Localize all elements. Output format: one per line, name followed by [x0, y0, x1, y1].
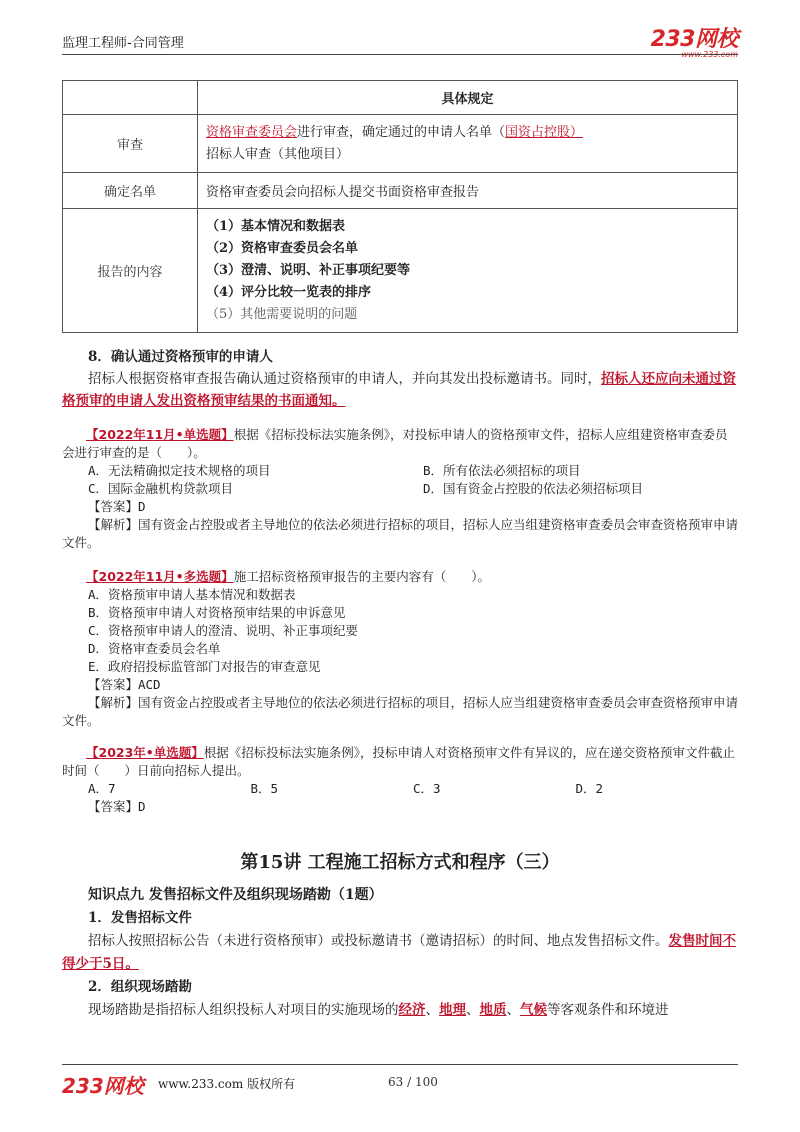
table-corner-cell: [63, 81, 198, 115]
review-line2: 招标人审查（其他项目）: [206, 146, 350, 162]
header-divider: [62, 54, 738, 55]
question-1: [62, 426, 738, 552]
lecture-title: 第15讲 工程施工招标方式和程序（三）: [240, 852, 560, 873]
q2-option: C．资格预审申请人的澄清、说明、补正事项纪要: [88, 623, 359, 638]
kp9-s1-heading: 1．发售招标文件: [88, 910, 192, 926]
report-item: （5）其他需要说明的问题: [206, 306, 358, 322]
q1-analysis: 【解析】国有资金占控股或者主导地位的依法必须进行招标的项目，招标人应当组建资格审查委员会审查资格预审申请文件。: [62, 517, 739, 550]
kp9-s2-paragraph: 现场踏勘是指招标人组织投标人对项目的实施现场的经济、地理、地质、气候等客观条件和环境进: [88, 1002, 669, 1018]
section8-paragraph: 招标人根据资格审查报告确认通过资格预审的申请人，并向其发出投标邀请书。同时，招标人还应向未通过资格预审的申请人发出资格预审结果的书面通知。: [62, 371, 736, 409]
q3-answer: 【答案】D: [88, 799, 146, 814]
report-item: （4）评分比较一览表的排序: [206, 284, 372, 300]
q3-option: B．5: [250, 781, 279, 796]
q2-tag: 【2022年11月•多选题】: [86, 569, 234, 584]
question-3: [62, 744, 738, 816]
section8-emphasis: 招标人还应向未通过资格预审的申请人发出资格预审结果的书面通知。: [62, 371, 736, 409]
q2-option: B．资格预审申请人对资格预审结果的申诉意见: [88, 605, 346, 620]
row-content-review: 资格审查委员会进行审查，确定通过的申请人名单（国资占控股） 招标人审查（其他项目）: [198, 115, 738, 173]
q2-option: A．资格预审申请人基本情况和数据表: [88, 587, 296, 602]
q3-option: D．2: [575, 781, 604, 796]
header-title: 监理工程师-合同管理: [62, 36, 184, 51]
logo-url: www.233.com: [681, 50, 738, 59]
report-item: （1）基本情况和数据表: [206, 218, 346, 234]
kp9-heading: 知识点九 发售招标文件及组织现场踏勘（1题）: [88, 887, 383, 903]
row-label-confirm: 确定名单: [63, 173, 198, 209]
question-2: [62, 568, 738, 730]
q3-stem: 根据《招标投标法实施条例》，投标申请人对资格预审文件有异议的，应在递交资格预审文件截止时间（ ）日前向招标人提出。: [62, 745, 736, 778]
section8-heading: 8．确认通过资格预审的申请人: [88, 349, 273, 365]
page-number: 63 / 100: [388, 1075, 438, 1089]
q3-tag: 【2023年•单选题】: [86, 745, 204, 760]
row-label-report: 报告的内容: [63, 209, 198, 333]
row-content-report: [198, 209, 738, 333]
table-header: 具体规定: [198, 81, 738, 115]
q1-option: C．国际金融机构贷款项目: [88, 481, 234, 496]
logo-text: 233网校: [650, 27, 738, 52]
footer-divider: [62, 1064, 738, 1065]
q2-option: E．政府招投标监管部门对报告的审查意见: [88, 659, 321, 674]
row-content-confirm: 资格审查委员会向招标人提交书面资格审查报告: [198, 173, 738, 209]
q2-option: D．资格审查委员会名单: [88, 641, 221, 656]
q3-option: C．3: [413, 781, 441, 796]
q2-stem: 施工招标资格预审报告的主要内容有（ ）。: [233, 569, 490, 584]
spec-table: [62, 80, 738, 333]
q1-option: D．国有资金占控股的依法必须招标项目: [423, 481, 644, 496]
q1-tag: 【2022年11月•单选题】: [86, 427, 234, 442]
report-item: （3）澄清、说明、补正事项纪要等: [206, 262, 411, 278]
q2-answer: 【答案】ACD: [88, 677, 161, 692]
kp9-section: [62, 884, 738, 1022]
q1-answer: 【答案】D: [88, 499, 146, 514]
report-item: （2）资格审查委员会名单: [206, 240, 359, 256]
row-label-review: 审查: [63, 115, 198, 173]
kp9-s1-paragraph: 招标人按照招标公告（未进行资格预审）或投标邀请书（邀请招标）的时间、地点发售招标文件。发售时间不得少于5日。: [62, 933, 736, 972]
q3-option: A．7: [88, 781, 116, 796]
kp9-s2-heading: 2．组织现场踏勘: [88, 979, 192, 995]
q1-stem: 根据《招标投标法实施条例》，对投标申请人的资格预审文件，招标人应组建资格审查委员会进行审查的是（ ）。: [62, 427, 728, 460]
footer-logo: 233网校: [62, 1074, 144, 1098]
link-committee: 资格审查委员会: [206, 124, 298, 140]
q2-analysis: 【解析】国有资金占控股或者主导地位的依法必须进行招标的项目，招标人应当组建资格审查委员会审查资格预审申请文件。: [62, 695, 739, 728]
footer-copyright: www.233.com 版权所有: [158, 1077, 296, 1091]
kp9-s1-emphasis: 发售时间不得少于5日。: [62, 933, 736, 972]
link-state-owned: 国资占控股: [505, 124, 571, 140]
q1-option: B．所有依法必须招标的项目: [423, 463, 581, 478]
q1-option: A．无法精确拟定技术规格的项目: [88, 463, 271, 478]
section8: [62, 346, 738, 412]
